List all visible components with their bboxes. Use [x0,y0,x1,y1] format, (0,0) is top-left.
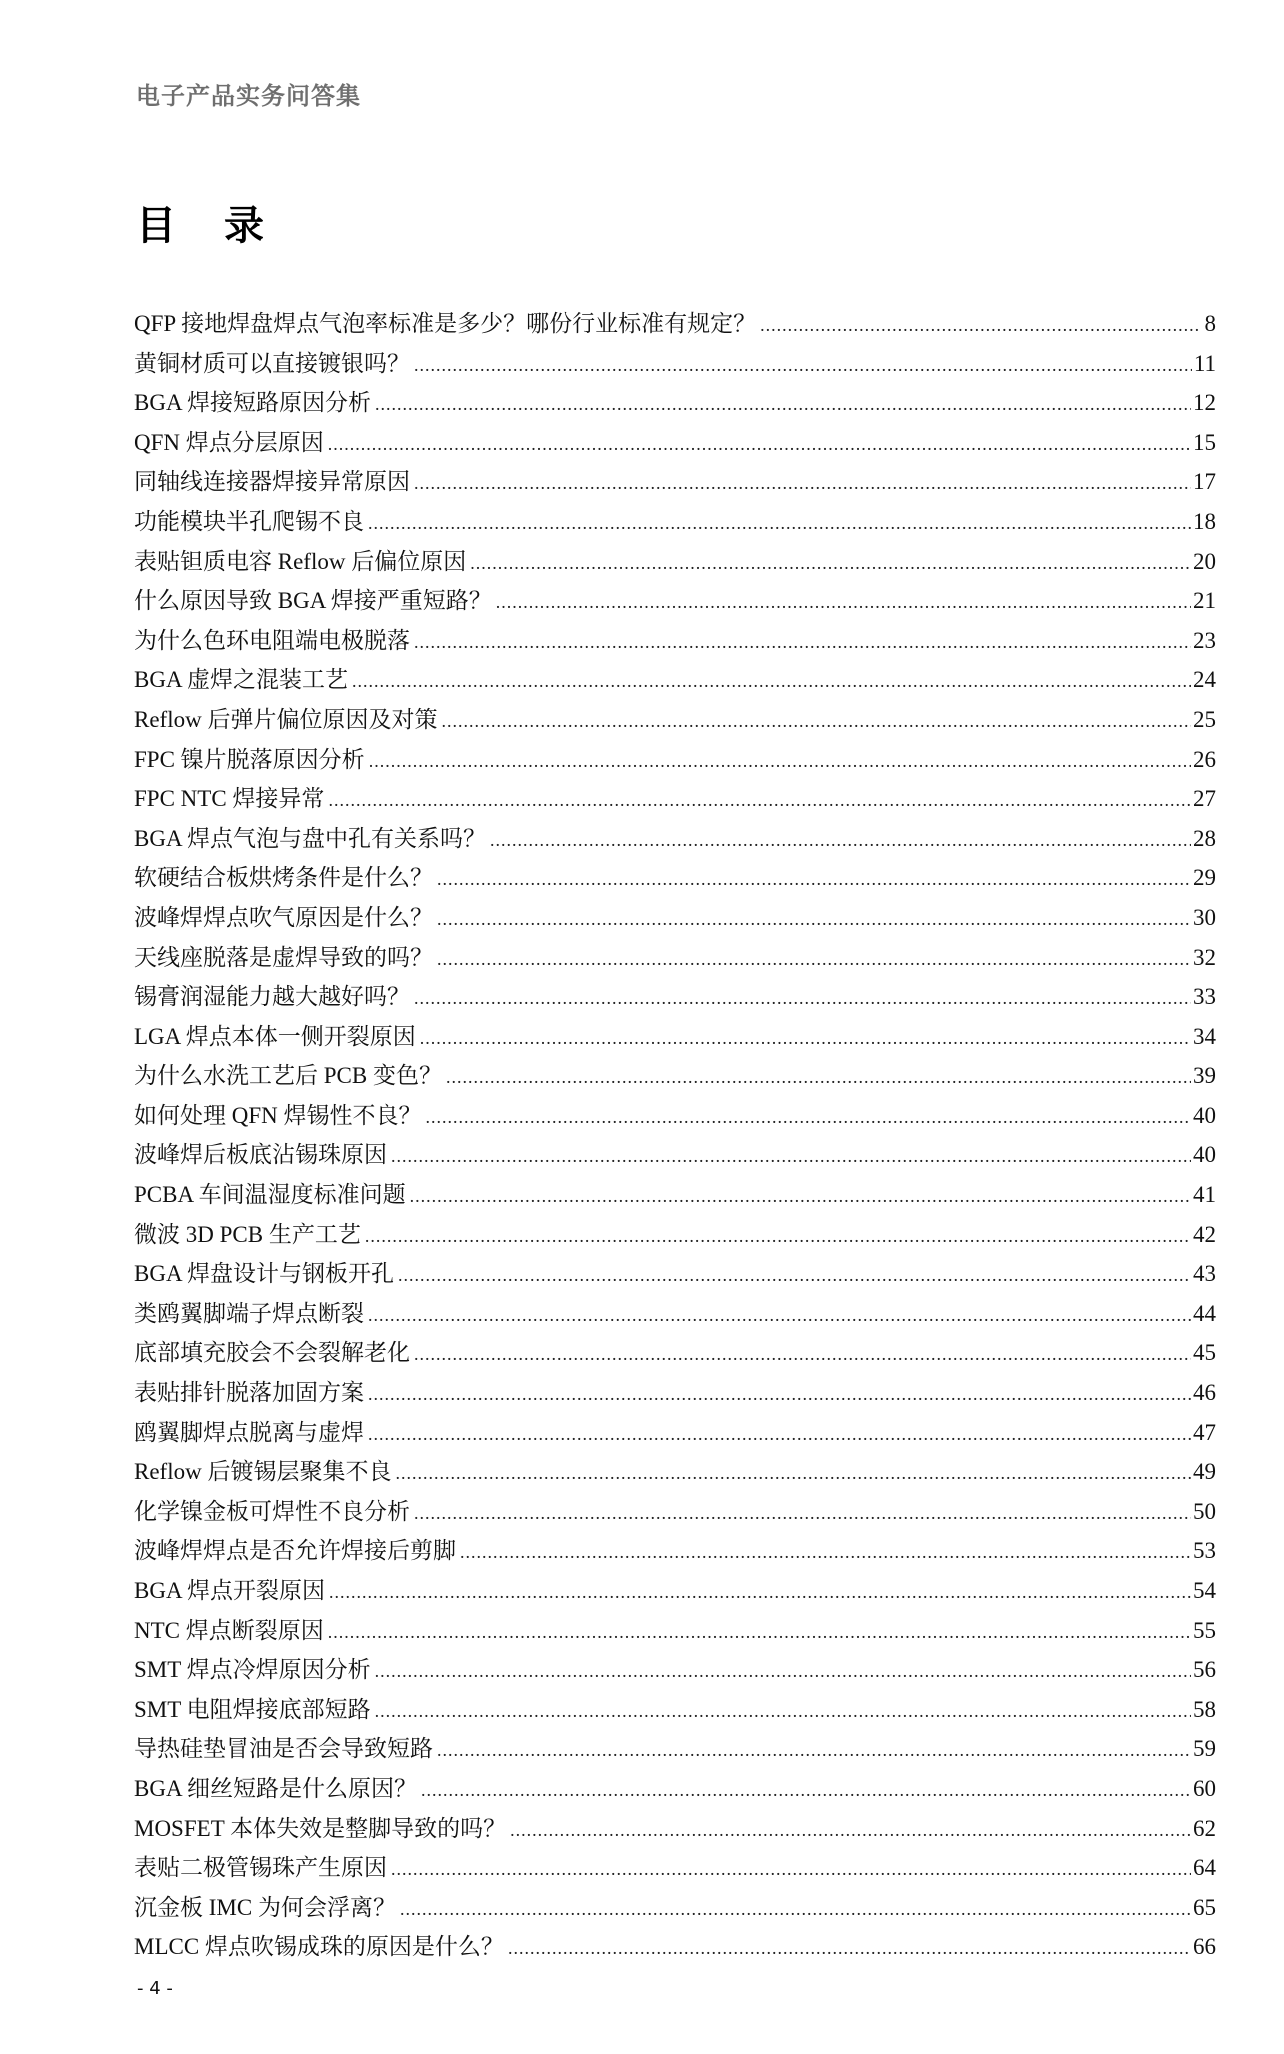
toc-entry[interactable] [134,304,1216,344]
dot-leader [510,1811,1191,1851]
toc-entry[interactable] [134,581,1216,621]
toc-list [134,304,1216,1967]
running-header: 电子产品实务问答集 [136,82,361,110]
toc-entry-page: 32 [1193,944,1216,970]
toc-entry-page: 53 [1193,1538,1216,1564]
toc-entry[interactable] [134,1017,1216,1057]
dot-leader [420,1019,1191,1059]
toc-entry-page: 11 [1193,350,1216,376]
toc-entry[interactable] [134,858,1216,898]
dot-leader [414,1494,1191,1534]
toc-entry-title: BGA 焊点开裂原因 [134,1578,326,1603]
dot-leader [375,1652,1191,1692]
toc-entry-page: 55 [1193,1617,1216,1643]
toc-entry-title: 为什么色环电阻端电极脱落 [134,627,410,653]
toc-entry-page: 50 [1193,1498,1216,1524]
dot-leader [426,1098,1191,1138]
toc-entry-page: 66 [1193,1934,1216,1960]
toc-entry-title: 波峰焊焊点吹气原因是什么？ [134,904,433,930]
toc-entry[interactable] [134,1413,1216,1453]
toc-entry-title: 什么原因导致 BGA 焊接严重短路？ [134,588,492,614]
toc-entry-page: 65 [1193,1894,1216,1920]
toc-entry[interactable] [134,1492,1216,1532]
toc-entry[interactable] [134,1611,1216,1651]
dot-leader [375,1692,1191,1732]
toc-entry-title: NTC 焊点断裂原因 [134,1617,324,1643]
toc-entry[interactable] [134,1927,1216,1967]
toc-entry[interactable] [134,1452,1216,1492]
toc-entry-page: 47 [1193,1419,1216,1445]
toc-entry-page: 27 [1193,786,1216,812]
dot-leader [410,1177,1191,1217]
toc-entry-page: 28 [1193,825,1216,851]
toc-entry[interactable] [134,938,1216,978]
toc-entry-title: QFN 焊点分层原因 [134,429,324,455]
page-number: - 4 - [137,1978,173,1999]
toc-entry[interactable] [134,898,1216,938]
dot-leader [395,1454,1191,1494]
dot-leader [368,1375,1191,1415]
toc-entry-page: 21 [1193,588,1216,614]
toc-entry-title: BGA 焊接短路原因分析 [134,390,372,416]
toc-entry[interactable] [134,1373,1216,1413]
dot-leader [460,1533,1191,1573]
dot-leader [328,1613,1191,1653]
toc-entry-title: MLCC 焊点吹锡成珠的原因是什么？ [134,1934,504,1960]
dot-leader [490,821,1191,861]
toc-title-char: 目 [136,203,176,249]
toc-entry-title: 鸥翼脚焊点脱离与虚焊 [134,1419,364,1445]
toc-entry-title: 导热硅垫冒油是否会导致短路 [134,1736,433,1762]
toc-entry[interactable] [134,1690,1216,1730]
dot-leader [365,1217,1191,1257]
toc-entry-title: 微波 3D PCB 生产工艺 [134,1221,361,1247]
dot-leader [508,1929,1191,1969]
toc-entry-page: 46 [1193,1380,1216,1406]
toc-entry[interactable] [134,1056,1216,1096]
toc-entry-page: 60 [1193,1775,1216,1801]
toc-entry[interactable] [134,660,1216,700]
toc-entry-page: 49 [1193,1459,1216,1485]
dot-leader [375,385,1191,425]
toc-entry-title: PCBA 车间温湿度标准问题 [134,1182,406,1208]
dot-leader [470,544,1191,584]
toc-entry[interactable] [134,1294,1216,1334]
toc-entry-page: 18 [1193,508,1216,534]
toc-entry-page: 23 [1193,627,1216,653]
toc-entry-title: 表贴钽质电容 Reflow 后偏位原因 [134,548,467,574]
toc-entry[interactable] [134,1254,1216,1294]
dot-leader [352,662,1191,702]
toc-entry-page: 17 [1193,469,1216,495]
toc-entry[interactable] [134,1175,1216,1215]
toc-entry-page: 62 [1193,1815,1216,1841]
toc-entry-title: 波峰焊后板底沾锡珠原因 [134,1142,387,1168]
toc-entry-title: 表贴排针脱落加固方案 [134,1380,364,1406]
dot-leader [368,504,1191,544]
toc-entry-page: 41 [1193,1182,1216,1208]
toc-entry-title: 化学镍金板可焊性不良分析 [134,1498,410,1524]
toc-entry[interactable] [134,1571,1216,1611]
toc-entry-title: 表贴二极管锡珠产生原因 [134,1855,387,1881]
toc-entry-title: BGA 细丝短路是什么原因？ [134,1775,418,1801]
toc-entry-title: 天线座脱落是虚焊导致的吗？ [134,944,433,970]
toc-entry[interactable] [134,344,1216,384]
toc-entry[interactable] [134,1215,1216,1255]
toc-entry-page: 42 [1193,1221,1216,1247]
toc-entry[interactable] [134,1333,1216,1373]
toc-entry[interactable] [134,1531,1216,1571]
dot-leader [368,1296,1191,1336]
toc-entry-page: 45 [1193,1340,1216,1366]
toc-entry[interactable] [134,542,1216,582]
toc-entry-page: 25 [1193,706,1216,732]
toc-entry[interactable] [134,1888,1216,1928]
dot-leader [446,1058,1191,1098]
toc-title-char: 录 [224,203,264,249]
toc-entry[interactable] [134,621,1216,661]
toc-entry-page: 26 [1193,746,1216,772]
toc-entry-title: BGA 焊点气泡与盘中孔有关系吗？ [134,825,487,851]
toc-entry-title: 类鸥翼脚端子焊点断裂 [134,1300,364,1326]
toc-entry-page: 43 [1193,1261,1216,1287]
toc-entry[interactable] [134,1809,1216,1849]
toc-entry-page: 64 [1193,1855,1216,1881]
toc-entry[interactable] [134,1848,1216,1888]
dot-leader [391,1137,1191,1177]
dot-leader [414,346,1192,386]
toc-entry-page: 39 [1193,1063,1216,1089]
toc-entry-page: 30 [1193,904,1216,930]
toc-entry-page: 24 [1193,667,1216,693]
toc-entry-page: 56 [1193,1657,1216,1683]
toc-entry-title: 波峰焊焊点是否允许焊接后剪脚 [134,1538,456,1564]
dot-leader [760,306,1200,346]
toc-entry-title: MOSFET 本体失效是整脚导致的吗？ [134,1815,507,1841]
dot-leader [496,583,1191,623]
dot-leader [437,860,1191,900]
toc-entry-title: QFP 接地焊盘焊点气泡率标准是多少？哪份行业标准有规定？ [134,311,757,336]
toc-entry[interactable] [134,740,1216,780]
toc-entry-page: 33 [1193,984,1216,1010]
toc-entry[interactable] [134,1135,1216,1175]
dot-leader [414,1335,1191,1375]
toc-entry[interactable] [134,1769,1216,1809]
toc-entry-page: 59 [1193,1736,1216,1762]
toc-entry-page: 34 [1193,1023,1216,1049]
toc-entry-page: 44 [1193,1300,1216,1326]
toc-entry-title: BGA 虚焊之混装工艺 [134,667,349,693]
toc-entry[interactable] [134,977,1216,1017]
toc-entry-page: 40 [1193,1102,1216,1128]
toc-entry-title: 同轴线连接器焊接异常原因 [134,469,410,495]
toc-entry-title: 黄铜材质可以直接镀银吗？ [134,350,410,376]
toc-entry[interactable] [134,819,1216,859]
toc-entry-title: BGA 焊盘设计与钢板开孔 [134,1261,395,1287]
toc-entry-title: 软硬结合板烘烤条件是什么？ [134,865,433,891]
toc-entry[interactable] [134,1650,1216,1690]
toc-entry-title: Reflow 后弹片偏位原因及对策 [134,706,438,732]
toc-entry-page: 15 [1193,429,1216,455]
dot-leader [414,979,1191,1019]
toc-entry-title: 如何处理 QFN 焊锡性不良？ [134,1102,422,1128]
dot-leader [414,623,1191,663]
toc-entry[interactable] [134,383,1216,423]
dot-leader [437,1731,1191,1771]
dot-leader [369,742,1191,782]
toc-entry-title: FPC NTC 焊接异常 [134,786,325,812]
dot-leader [437,940,1191,980]
dot-leader [421,1771,1191,1811]
toc-entry-title: 功能模块半孔爬锡不良 [134,508,364,534]
toc-entry-title: 沉金板 IMC 为何会浮离？ [134,1894,396,1920]
dot-leader [391,1850,1191,1890]
toc-entry-page: 58 [1193,1696,1216,1722]
toc-entry-page: 8 [1204,311,1216,336]
toc-entry-title: 锡膏润湿能力越大越好吗？ [134,984,410,1010]
dot-leader [328,425,1191,465]
toc-entry[interactable] [134,1729,1216,1769]
dot-leader [400,1890,1191,1930]
dot-leader [437,900,1191,940]
toc-entry-title: LGA 焊点本体一侧开裂原因 [134,1023,416,1049]
toc-entry-page: 12 [1193,390,1216,416]
toc-entry[interactable] [134,779,1216,819]
toc-entry-title: SMT 焊点冷焊原因分析 [134,1657,371,1683]
toc-entry[interactable] [134,700,1216,740]
toc-entry-title: Reflow 后镀锡层聚集不良 [134,1459,392,1485]
toc-title [136,194,264,251]
dot-leader [328,781,1191,821]
toc-entry-title: 底部填充胶会不会裂解老化 [134,1340,410,1366]
dot-leader [329,1573,1191,1613]
toc-entry-page: 29 [1193,865,1216,891]
dot-leader [414,464,1191,504]
toc-entry-page: 20 [1193,548,1216,574]
toc-entry-title: 为什么水洗工艺后 PCB 变色？ [134,1063,442,1089]
toc-entry-title: SMT 电阻焊接底部短路 [134,1696,371,1722]
toc-entry[interactable] [134,423,1216,463]
dot-leader [398,1256,1191,1296]
toc-entry-page: 54 [1193,1578,1216,1603]
toc-entry-page: 40 [1193,1142,1216,1168]
dot-leader [368,1415,1191,1455]
toc-entry[interactable] [134,502,1216,542]
dot-leader [441,702,1191,742]
toc-entry[interactable] [134,462,1216,502]
toc-entry-title: FPC 镍片脱落原因分析 [134,746,365,772]
toc-entry[interactable] [134,1096,1216,1136]
